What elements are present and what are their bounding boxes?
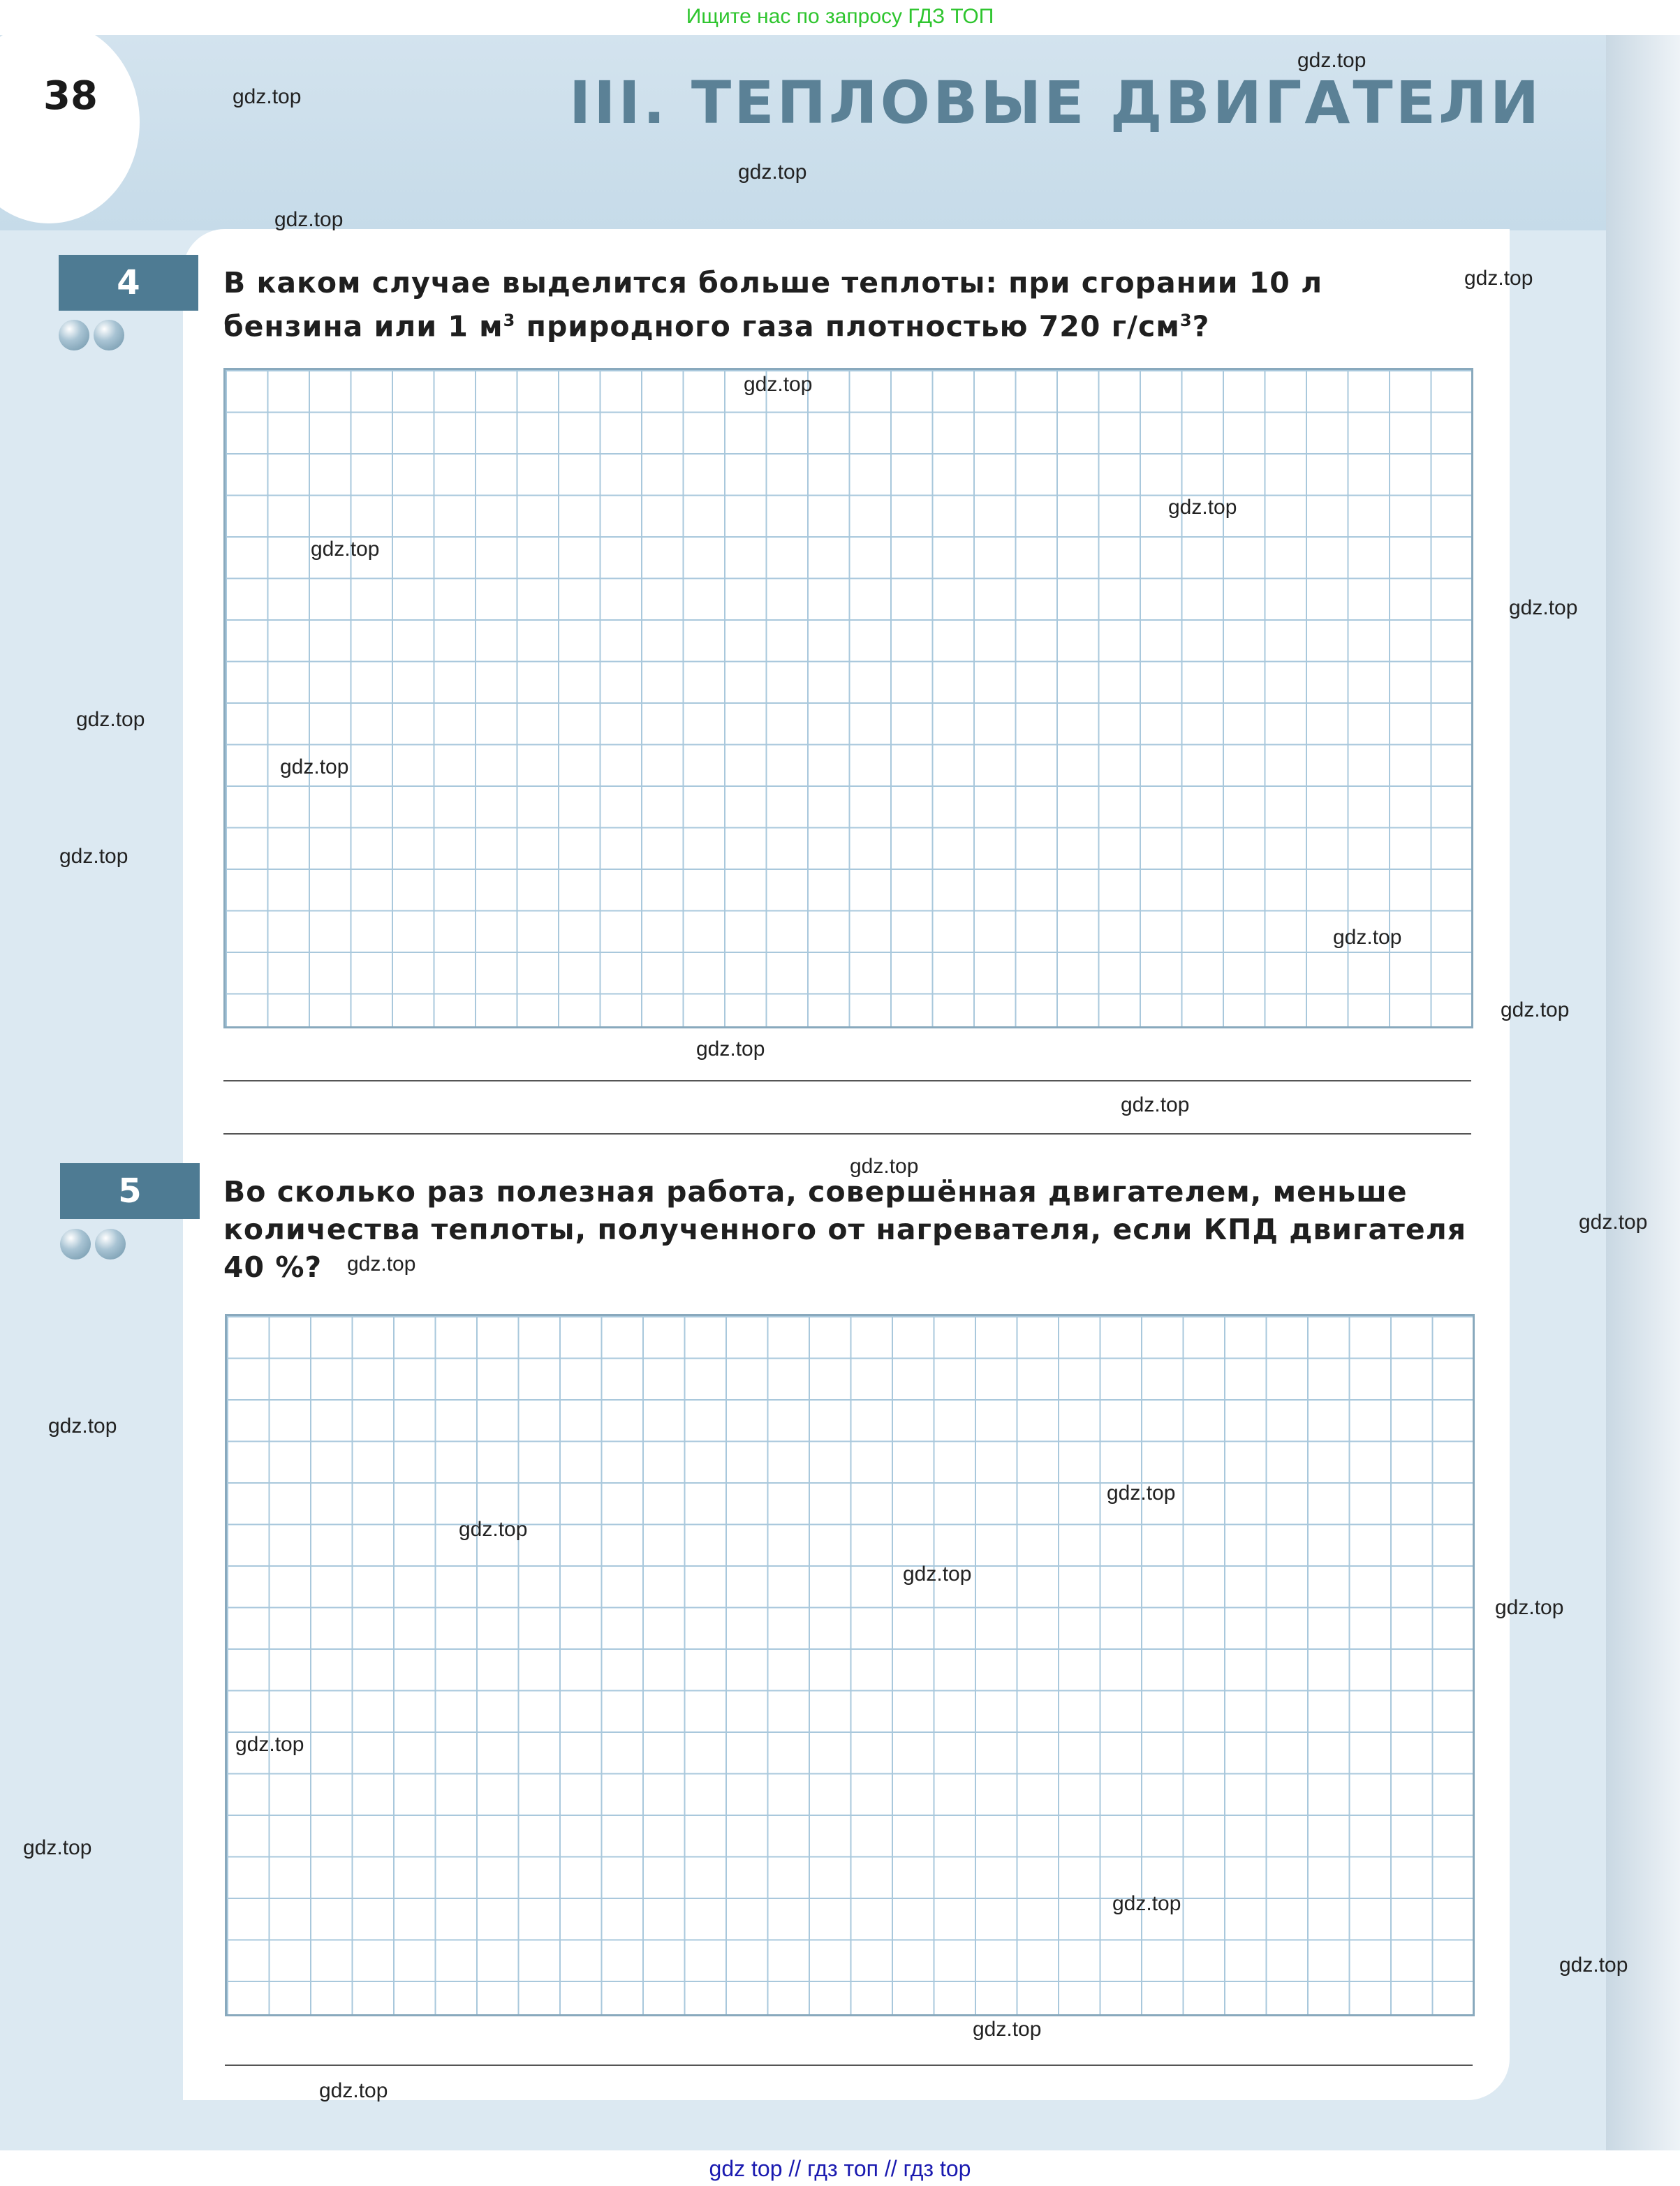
watermark: gdz.top bbox=[850, 1155, 919, 1178]
watermark: gdz.top bbox=[235, 1733, 304, 1756]
watermark: gdz.top bbox=[973, 2018, 1042, 2041]
task-5-answer-grid[interactable] bbox=[225, 1314, 1475, 2016]
watermark: gdz.top bbox=[1509, 596, 1578, 619]
top-banner: Ищите нас по запросу ГДЗ ТОП bbox=[686, 5, 994, 28]
page-number: 38 bbox=[43, 73, 98, 119]
watermark: gdz.top bbox=[1559, 1954, 1628, 1977]
watermark: gdz.top bbox=[347, 1253, 416, 1276]
task-5-line2: количества теплоты, полученного от нагревателя, если КПД двигателя bbox=[223, 1213, 1467, 1246]
task-4-difficulty bbox=[59, 320, 128, 350]
watermark: gdz.top bbox=[744, 373, 813, 396]
watermark: gdz.top bbox=[76, 708, 145, 731]
watermark: gdz.top bbox=[1333, 926, 1402, 949]
task-4-line1: В каком случае выделится больше теплоты: при сгорании 10 л bbox=[223, 266, 1323, 300]
watermark: gdz.top bbox=[1168, 496, 1237, 519]
task-5-line1: Во сколько раз полезная работа, совершённая двигателем, меньше bbox=[223, 1175, 1408, 1209]
task-5-badge: 5 bbox=[60, 1163, 200, 1219]
watermark: gdz.top bbox=[1464, 267, 1533, 290]
watermark: gdz.top bbox=[1112, 1892, 1181, 1915]
watermark: gdz.top bbox=[23, 1836, 92, 1859]
watermark: gdz.top bbox=[1501, 998, 1570, 1021]
watermark: gdz.top bbox=[696, 1037, 765, 1061]
task-4-line2: бензина или 1 $м^3$ природного газа плотностью 720 $г/см^3$? bbox=[223, 309, 1210, 344]
difficulty-dot-icon bbox=[59, 320, 89, 350]
watermark: gdz.top bbox=[1297, 49, 1366, 72]
difficulty-dot-icon bbox=[60, 1229, 91, 1260]
difficulty-dot-icon bbox=[95, 1229, 126, 1260]
page-number-circle bbox=[0, 21, 140, 223]
task-4-answer-line[interactable] bbox=[223, 1080, 1471, 1081]
watermark: gdz.top bbox=[738, 161, 807, 184]
watermark: gdz.top bbox=[311, 538, 380, 561]
watermark: gdz.top bbox=[1107, 1482, 1176, 1505]
task-5-line3: 40 %? bbox=[223, 1250, 323, 1284]
watermark: gdz.top bbox=[1121, 1093, 1190, 1116]
watermark: gdz.top bbox=[274, 208, 344, 231]
task-5-answer-line[interactable] bbox=[225, 2065, 1473, 2066]
task-4-answer-line[interactable] bbox=[223, 1133, 1471, 1135]
watermark: gdz.top bbox=[1495, 1596, 1564, 1619]
watermark: gdz.top bbox=[48, 1415, 117, 1438]
watermark: gdz.top bbox=[1579, 1211, 1648, 1234]
task-5-difficulty bbox=[60, 1229, 130, 1260]
watermark: gdz.top bbox=[319, 2079, 388, 2102]
watermark: gdz.top bbox=[233, 85, 302, 108]
watermark: gdz.top bbox=[903, 1563, 972, 1586]
task-4-badge: 4 bbox=[59, 255, 198, 311]
bottom-banner: gdz top // гдз топ // гдз top bbox=[0, 2152, 1680, 2186]
page-edge bbox=[1606, 35, 1680, 2150]
chapter-title: III. ТЕПЛОВЫЕ ДВИГАТЕЛИ bbox=[569, 68, 1542, 137]
task-4-answer-grid[interactable] bbox=[223, 368, 1473, 1028]
task-4-text bbox=[223, 264, 1322, 346]
watermark: gdz.top bbox=[59, 845, 128, 868]
watermark: gdz.top bbox=[459, 1518, 528, 1541]
difficulty-dot-icon bbox=[94, 320, 124, 350]
watermark: gdz.top bbox=[280, 755, 349, 778]
